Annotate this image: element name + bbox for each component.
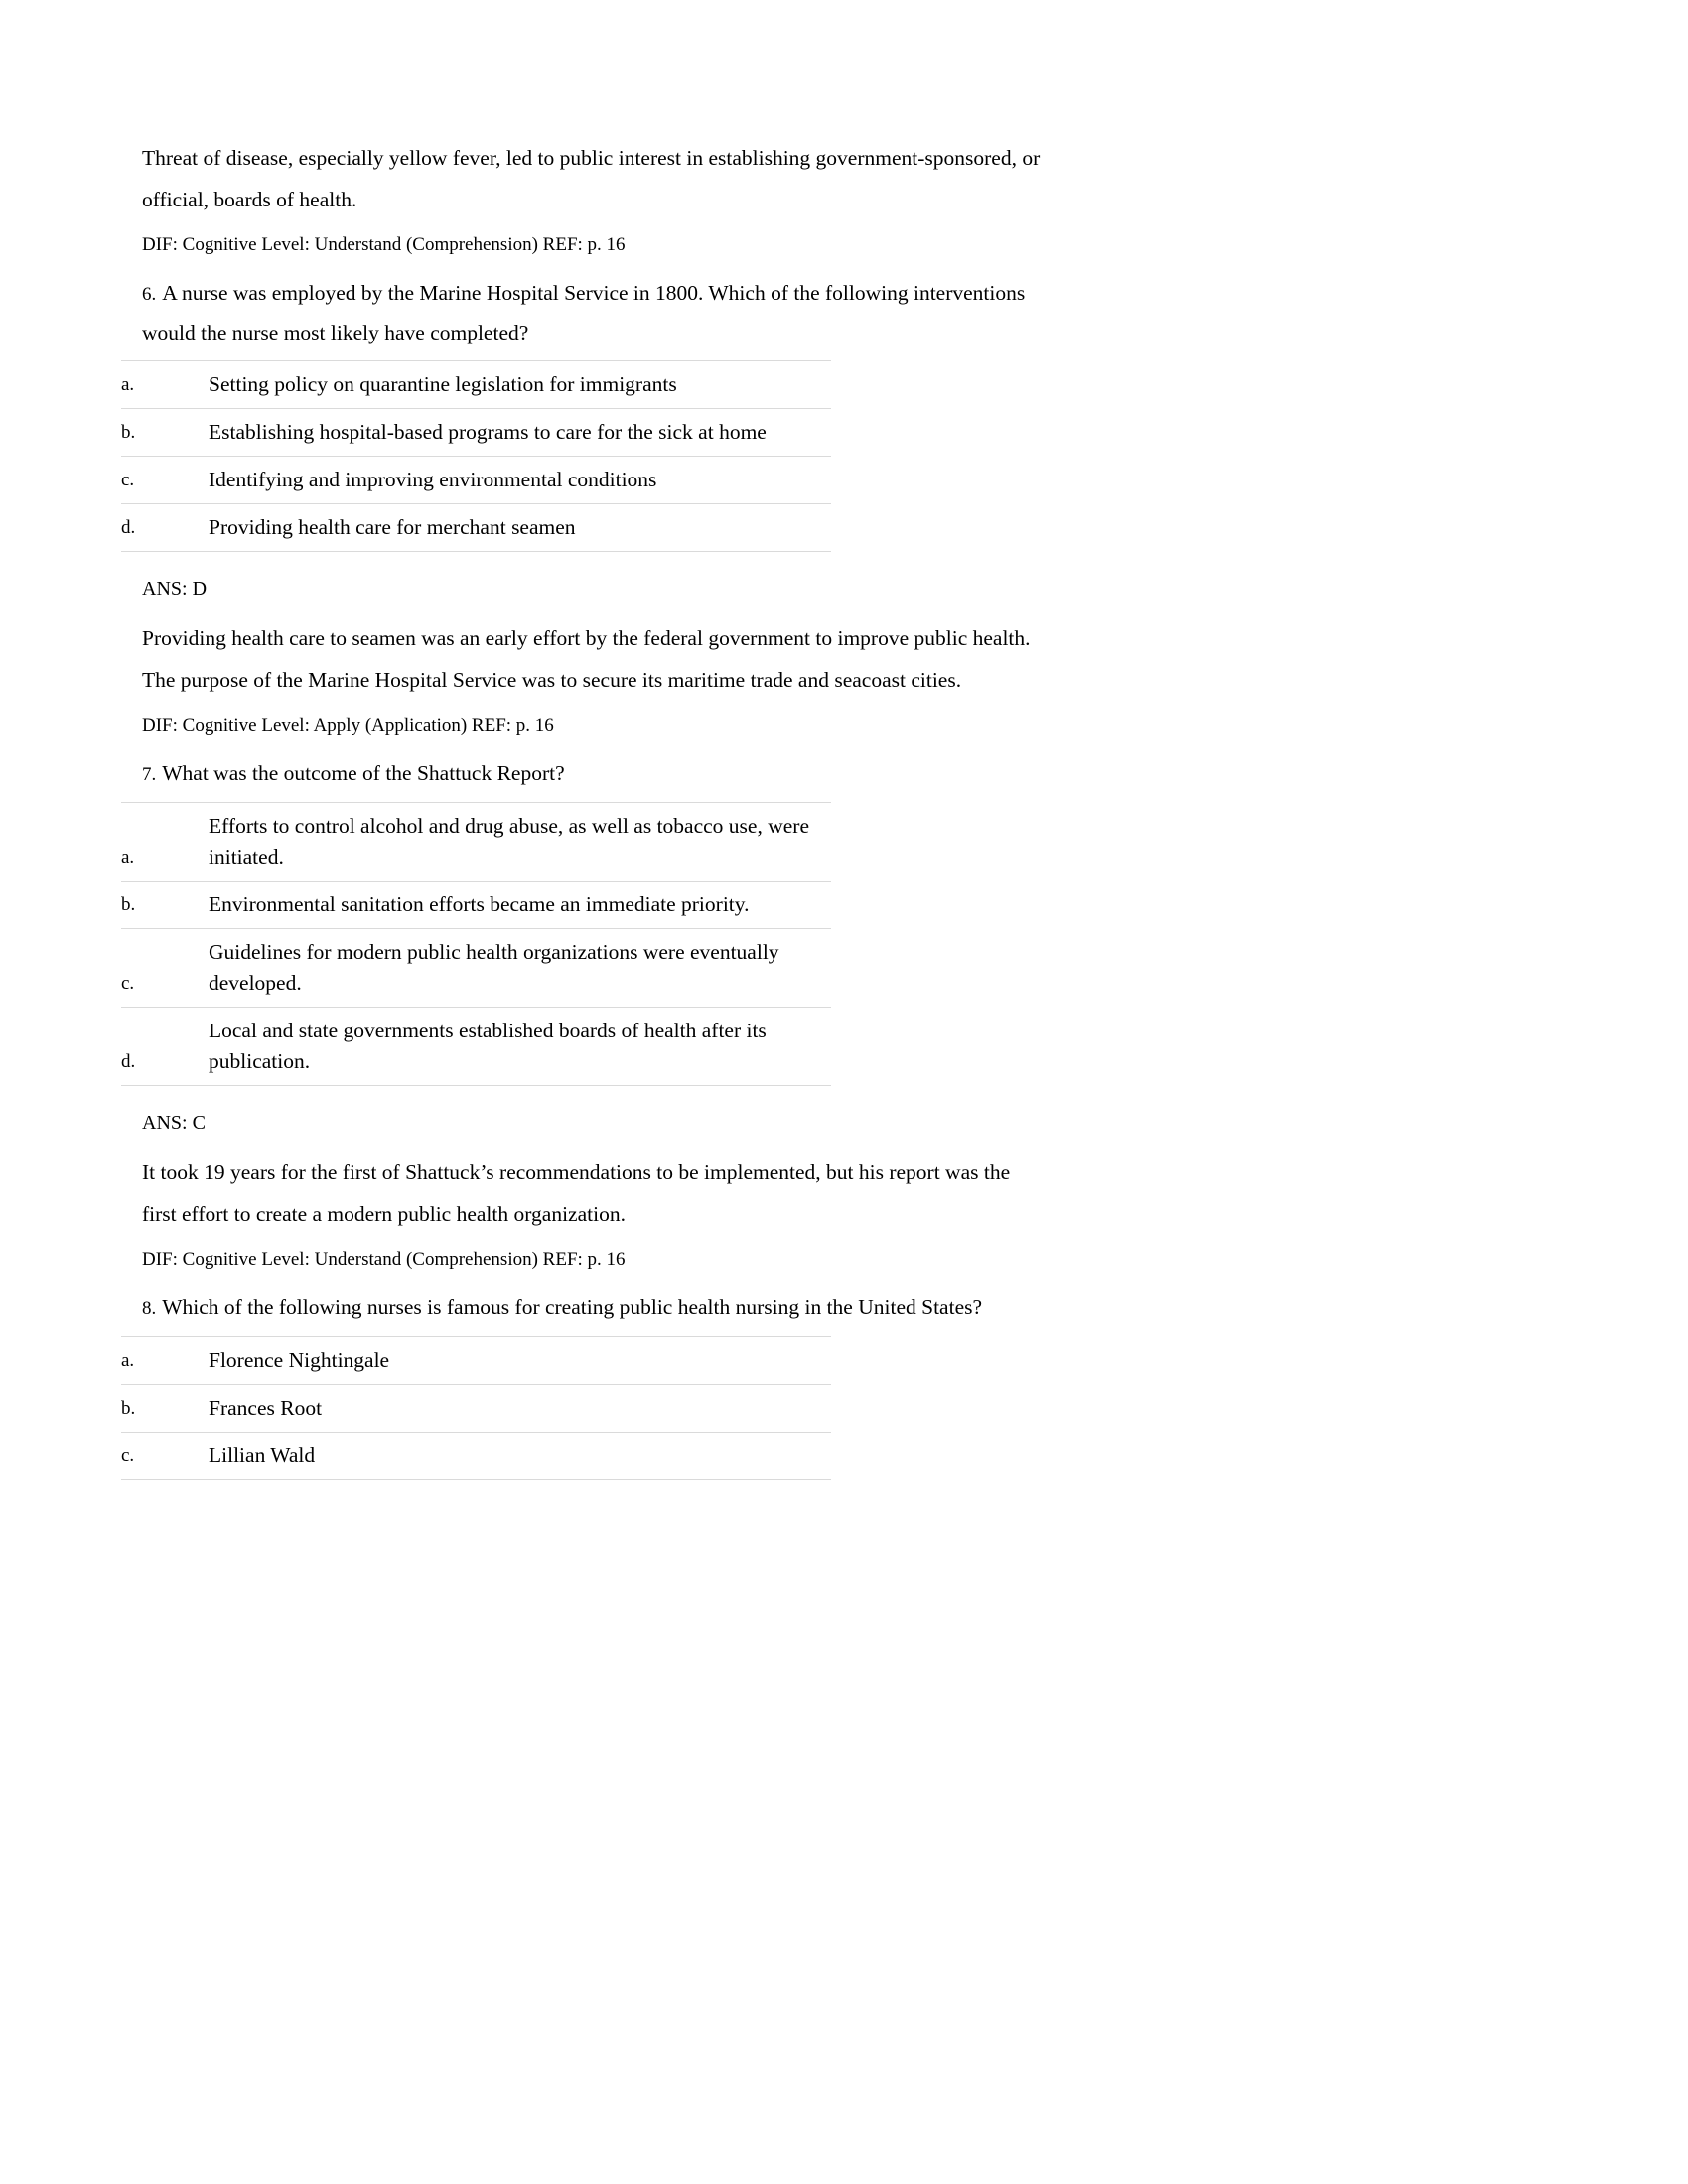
option-text: Florence Nightingale <box>209 1337 831 1385</box>
question-block <box>121 1289 1048 1480</box>
option-row <box>121 1337 831 1385</box>
option-letter: b. <box>121 1385 209 1433</box>
option-row <box>121 504 831 552</box>
answer-line: ANS: C <box>142 1112 206 1134</box>
option-letter: b. <box>121 409 209 457</box>
option-row <box>121 1008 831 1086</box>
dif-line: DIF: Cognitive Level: Understand (Comprehension) REF: p. 16 <box>142 234 626 255</box>
option-row <box>121 1433 831 1480</box>
question-number: 8. <box>142 1298 157 1319</box>
option-text: Establishing hospital-based programs to care for the sick at home <box>209 409 831 457</box>
option-text: Lillian Wald <box>209 1433 831 1480</box>
answer-line: ANS: D <box>142 578 208 600</box>
question-number: 6. <box>142 284 157 305</box>
option-letter: c. <box>121 1433 209 1480</box>
option-text: Identifying and improving environmental conditions <box>209 457 831 504</box>
rationale-paragraph: Providing health care to seamen was an early effort by the federal government to improve public health. The purpose of the Marine Hospital Service was to secure its maritime trade and seacoast cities. <box>142 626 1031 692</box>
option-row <box>121 803 831 882</box>
question-stem <box>142 1289 1048 1328</box>
option-letter: d. <box>121 1008 209 1086</box>
option-letter: a. <box>121 803 209 882</box>
option-text: Guidelines for modern public health organizations were eventually developed. <box>209 929 831 1008</box>
option-letter: a. <box>121 361 209 409</box>
document-content <box>121 137 1048 1502</box>
option-row <box>121 882 831 929</box>
option-row <box>121 929 831 1008</box>
option-text: Setting policy on quarantine legislation for immigrants <box>209 361 831 409</box>
question-stem <box>142 754 1048 794</box>
option-row <box>121 1385 831 1433</box>
rationale-paragraph: It took 19 years for the first of Shattuck’s recommendations to be implemented, but his report was the first effort to create a modern public health organization. <box>142 1160 1011 1226</box>
question-stem-text: Which of the following nurses is famous for creating public health nursing in the United States? <box>162 1296 983 1319</box>
dif-line: DIF: Cognitive Level: Understand (Comprehension) REF: p. 16 <box>142 1249 626 1270</box>
question-number: 7. <box>142 764 157 785</box>
option-row <box>121 361 831 409</box>
option-letter: c. <box>121 929 209 1008</box>
question-stem <box>142 274 1048 352</box>
option-text: Providing health care for merchant seamen <box>209 504 831 552</box>
question-block <box>121 754 1048 1275</box>
option-letter: b. <box>121 882 209 929</box>
option-text: Local and state governments established boards of health after its publication. <box>209 1008 831 1086</box>
rationale-paragraph: Threat of disease, especially yellow fever, led to public interest in establishing government-sponsored, or official, boards of health. <box>142 146 1041 211</box>
option-letter: a. <box>121 1337 209 1385</box>
question-block <box>121 274 1048 741</box>
option-row <box>121 409 831 457</box>
question-stem-text: What was the outcome of the Shattuck Report? <box>162 761 565 785</box>
option-text: Frances Root <box>209 1385 831 1433</box>
option-letter: d. <box>121 504 209 552</box>
question-stem-text: A nurse was employed by the Marine Hospital Service in 1800. Which of the following interventions would the nurse most likely have completed? <box>142 281 1026 344</box>
option-row <box>121 457 831 504</box>
option-text: Environmental sanitation efforts became an immediate priority. <box>209 882 831 929</box>
dif-line: DIF: Cognitive Level: Apply (Application) REF: p. 16 <box>142 715 554 736</box>
options-table <box>121 802 831 1086</box>
options-table <box>121 1336 831 1480</box>
option-letter: c. <box>121 457 209 504</box>
options-table <box>121 360 831 552</box>
option-text: Efforts to control alcohol and drug abuse, as well as tobacco use, were initiated. <box>209 803 831 882</box>
